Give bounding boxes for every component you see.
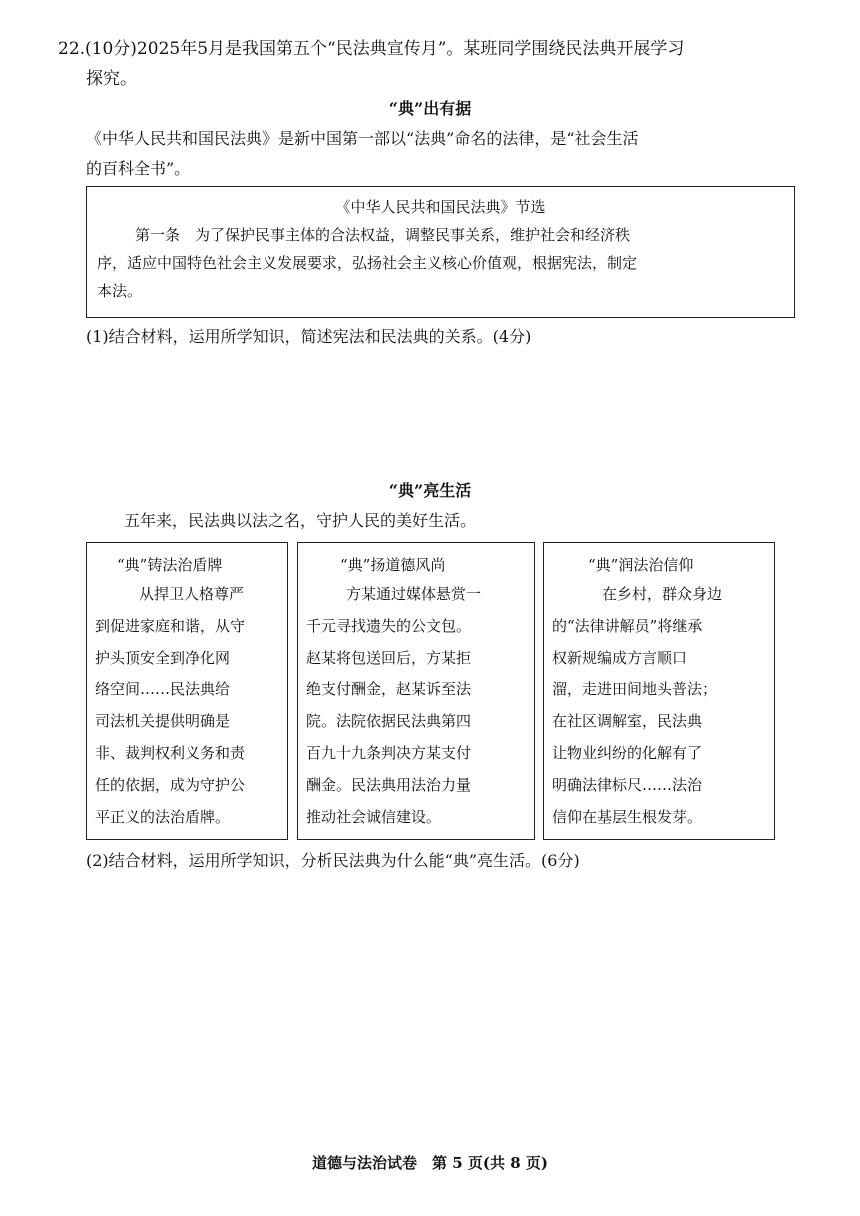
column-3-line: 让物业纠纷的化解有了 xyxy=(552,743,703,762)
column-3-line: 信仰在基层生根发芽。 xyxy=(552,807,703,826)
column-1-line: 非、裁判权利义务和责 xyxy=(95,743,246,762)
question-stem-line-1: 22.(10分)2025年5月是我国第五个“民法典宣传月”。某班同学围绕民法典开展学习 xyxy=(58,39,685,59)
question-stem-line-2: 探究。 xyxy=(86,69,137,89)
column-3-line: 溜，走进田间地头普法； xyxy=(552,680,718,699)
column-3-line: 明确法律标尺……法治 xyxy=(552,775,703,794)
column-3-line: 的“法律讲解员”将继承 xyxy=(552,616,703,635)
section-1-heading: “典”出有据 xyxy=(388,99,472,118)
column-1-line: 到促进家庭和谐，从守 xyxy=(95,616,246,635)
column-box-shield xyxy=(86,542,288,840)
column-2-line: 方某通过媒体悬赏一 xyxy=(346,585,482,603)
column-2-line: 院。法院依据民法典第四 xyxy=(306,712,472,731)
section-2-intro: 五年来，民法典以法之名，守护人民的美好生活。 xyxy=(124,511,477,530)
column-3-line: 在社区调解室，民法典 xyxy=(552,712,703,731)
column-1-line: 护头顶安全到净化网 xyxy=(95,648,231,667)
column-2-line: 绝支付酬金，赵某诉至法 xyxy=(306,680,472,699)
column-3-title: “典”润法治信仰 xyxy=(588,556,694,574)
column-3-line: 在乡村，群众身边 xyxy=(602,585,723,603)
column-2-line: 百九十九条判决方某支付 xyxy=(306,743,472,762)
column-2-line: 千元寻找遗失的公文包。 xyxy=(306,616,472,635)
excerpt-title: 《中华人民共和国民法典》节选 xyxy=(335,198,546,216)
sub-question-2: (2)结合材料，运用所学知识，分析民法典为什么能“典”亮生活。(6分) xyxy=(86,851,580,870)
excerpt-line-2: 序，适应中国特色社会主义发展要求，弘扬社会主义核心价值观，根据宪法，制定 xyxy=(97,254,638,272)
column-2-line: 推动社会诚信建设。 xyxy=(306,807,442,826)
column-1-line: 络空间……民法典给 xyxy=(95,680,231,699)
excerpt-line-3: 本法。 xyxy=(97,282,143,300)
column-1-line: 从捍卫人格尊严 xyxy=(139,585,245,603)
section-1-intro-line-1: 《中华人民共和国民法典》是新中国第一部以“法典”命名的法律，是“社会生活 xyxy=(86,129,639,148)
column-2-line: 酬金。民法典用法治力量 xyxy=(306,775,472,794)
column-2-title: “典”扬道德风尚 xyxy=(340,556,446,574)
column-box-faith xyxy=(543,542,775,840)
sub-question-1: (1)结合材料，运用所学知识，简述宪法和民法典的关系。(4分) xyxy=(86,327,532,346)
section-1-intro-line-2: 的百科全书”。 xyxy=(86,159,191,178)
column-1-line: 司法机关提供明确是 xyxy=(95,712,231,731)
column-3-line: 权新规编成方言顺口 xyxy=(552,648,688,667)
column-2-line: 赵某将包送回后，方某拒 xyxy=(306,648,472,667)
column-box-morals xyxy=(297,542,535,840)
column-1-line: 任的依据，成为守护公 xyxy=(95,775,246,794)
excerpt-line-1: 第一条 为了保护民事主体的合法权益，调整民事关系，维护社会和经济秩 xyxy=(135,226,631,244)
column-1-line: 平正义的法治盾牌。 xyxy=(95,807,231,826)
column-1-title: “典”铸法治盾牌 xyxy=(117,556,223,574)
page-footer: 道德与法治试卷 第 5 页(共 8 页) xyxy=(312,1154,548,1172)
section-2-heading: “典”亮生活 xyxy=(388,481,472,500)
civil-code-excerpt-box xyxy=(86,186,795,318)
